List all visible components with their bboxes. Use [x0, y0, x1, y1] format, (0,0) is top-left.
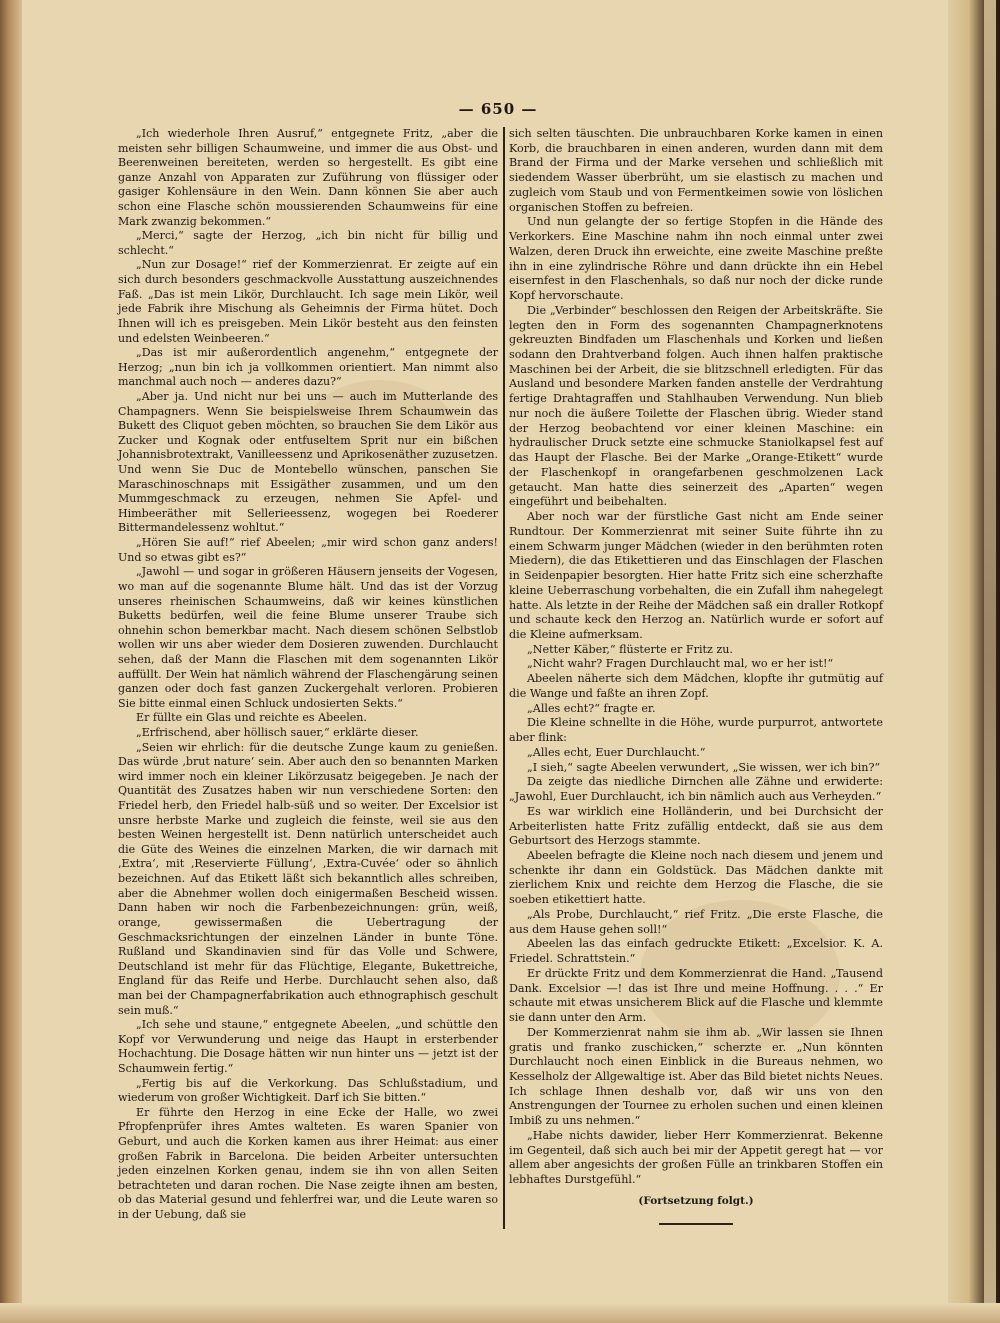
paragraph: „Erfrischend, aber höllisch sauer,“ erklärte dieser.: [136, 725, 419, 739]
page-bottom-edge: [0, 1303, 1000, 1323]
paragraph: Und nun gelangte der so fertige Stopfen in die Hände des Verkorkers. Eine Maschine nahm ihn noch einmal unter zwei Walzen, deren Druck ihn erweichte, eine zweite Maschine preßte ihn in eine zylindrische Röhre und dann drückte ihn ein Hebel eisernfest in den Flaschenhals, so daß nur noch der dicke runde Kopf hervorschaute.: [509, 215, 883, 303]
right-text-column: [509, 127, 883, 1225]
paragraph: Er drückte Fritz und dem Kommerzienrat die Hand. „Tausend Dank. Excelsior —! das ist Ihre und meine Hoffnung. . . .“ Er schaute mit etwas unsicherem Blick auf die Flasche und klemmte sie dann unter den Arm.: [509, 966, 883, 1025]
paragraph: „Nun zur Dosage!“ rief der Kommerzienrat. Er zeigte auf ein sich durch besonders geschmackvolle Ausstattung auszeichnendes Faß. „Das ist mein Likör, Durchlaucht. Ich sage mein Likör, weil jede Fabrik ihre Mischung als Geheimnis der Firma hütet. Doch Ihnen will ich es preisgeben. Mein Likör besteht aus den feinsten und edelsten Weinbeeren.“: [118, 258, 498, 345]
paragraph: „Hören Sie auf!“ rief Abeelen; „mir wird schon ganz anders! Und so etwas gibt es?“: [118, 536, 498, 564]
paragraph: „Nicht wahr? Fragen Durchlaucht mal, wo er her ist!“: [527, 657, 834, 671]
paragraph: Aber noch war der fürstliche Gast nicht am Ende seiner Rundtour. Der Kommerzienrat mit seiner Suite führte ihn zu einem Schwarm junger Mädchen (wieder in den berühmten roten Miedern), die das Etikettieren und das Einschlagen der Flaschen in Seidenpapier besorgten. Hier hatte Fritz sich eine scherzhafte kleine Ueberraschung vorbehalten, die ein Zufall ihm nahegelegt hatte. Als letzte in der Reihe der Mädchen saß ein draller Rotkopf und schaute keck den Herzog an. Natürlich wurde er sofort auf die Kleine aufmerksam.: [509, 510, 883, 641]
paragraph: „Netter Käber,“ flüsterte er Fritz zu.: [527, 642, 733, 656]
paragraph: „Aber ja. Und nicht nur bei uns — auch im Mutterlande des Champagners. Wenn Sie beispielsweise Ihrem Schaumwein das Bukett des Cliquot geben möchten, so brauchen Sie dem Likör aus Zucker und Kognak oder entfuseltem Sprit nur ein bißchen Johannisbrotextrakt, Vanilleessenz und Aprikosenäther zuzusetzen. Und wenn Sie Duc de Montebello wünschen, panschen Sie Maraschinoschnaps mit Essigäther zusammen, und um den Mummgeschmack zu erzeugen, nehmen Sie Apfel- und Himbeeräther mit Sellerieessenz, wogegen bei Roederer Bittermandelessenz wohltut.“: [118, 389, 498, 535]
paragraph: Abeelen befragte die Kleine noch nach diesem und jenem und schenkte ihr dann ein Goldstück. Das Mädchen dankte mit zierlichem Knix und reichte dem Herzog die Flasche, die sie soeben etikettiert hatte.: [509, 848, 883, 907]
paragraph: Der Kommerzienrat nahm sie ihm ab. „Wir lassen sie Ihnen gratis und franko zuschicken,“ scherzte er. „Nun könnten Durchlaucht noch einen Einblick in die Bureaus nehmen, wo Kesselholz der Allgewaltige ist. Aber das Bild bietet nichts Neues. Ich schlage Ihnen deshalb vor, daß wir uns von den Anstrengungen der Tournee zu erholen suchen und einen kleinen Imbiß zu uns nehmen.“: [509, 1025, 883, 1128]
paragraph: „Alles echt, Euer Durchlaucht.“: [527, 745, 706, 759]
paragraph: Er füllte ein Glas und reichte es Abeelen.: [136, 711, 367, 725]
paragraph: Er führte den Herzog in eine Ecke der Halle, wo zwei Pfropfenprüfer ihres Amtes walteten. Es waren Spanier von Geburt, und auch die Korken kamen aus ihrer Heimat: aus einer großen Fabrik in Barcelona. Die beiden Arbeiter untersuchten jeden einzelnen Korken genau, indem sie ihn von allen Seiten betrachteten und daran rochen. Die Nase zeigte ihnen am besten, ob das Material gesund und fehlerfrei war, und die Leute waren so in der Uebung, daß sie: [118, 1105, 498, 1222]
paragraph: Die Kleine schnellte in die Höhe, wurde purpurrot, antwortete aber flink:: [509, 716, 883, 745]
paragraph: „Alles echt?“ fragte er.: [527, 701, 656, 715]
paragraph: „Fertig bis auf die Verkorkung. Das Schlußstadium, und wiederum von großer Wichtigkeit. Darf ich Sie bitten.“: [118, 1076, 498, 1105]
paragraph: „Ich sehe und staune,“ entgegnete Abeelen, „und schüttle den Kopf vor Verwunderung und neige das Haupt in ersterbender Hochachtung. Die Dosage hätten wir nun hinter uns — jetzt ist der Schaumwein fertig.“: [118, 1018, 498, 1075]
paragraph: sich selten täuschten. Die unbrauchbaren Korke kamen in einen Korb, die brauchbaren in einen anderen, wurden dann mit dem Brand der Firma und der Marke versehen und schließlich mit siedendem Wasser überbrüht, um sie elastisch zu machen und zugleich vom Staub und von Fermentkeimen sowie von löslichen organischen Stoffen zu befreien.: [509, 127, 883, 214]
paragraph: Es war wirklich eine Holländerin, und bei Durchsicht der Arbeiterlisten hatte Fritz zufällig entdeckt, daß sie aus dem Geburtsort des Herzogs stammte.: [509, 804, 883, 848]
paragraph: Abeelen las das einfach gedruckte Etikett: „Excelsior. K. A. Friedel. Schrattstein.“: [509, 937, 883, 966]
paragraph: „Als Probe, Durchlaucht,“ rief Fritz. „Die erste Flasche, die aus dem Hause gehen soll!“: [509, 907, 883, 936]
paragraph: Die „Verbinder“ beschlossen den Reigen der Arbeitskräfte. Sie legten den in Form des sogenannten Champagnerknotens gekreuzten Bindfaden um Flaschenhals und Korken und ließen sodann den Drahtverband folgen. Auch ihnen halfen praktische Maschinen bei der Arbeit, die sie blitzschnell erledigten. Für das Ausland und besondere Marken fanden anstelle der Verdrahtung fertige Drahtagraffen und Stahlhauben Verwendung. Nun blieb nur noch die äußere Toilette der Flaschen übrig. Wieder stand der Herzog beobachtend vor einer kleinen Maschine: ein hydraulischer Druck setzte eine schmucke Staniolkapsel fest auf das Haupt der Flasche. Bei der Marke „Orange-Etikett“ wurde der Flaschenkopf in orangefarbenen geschmolzenen Lack getaucht. Man hatte dies seinerzeit des „Aparten“ wegen eingeführt und beibehalten.: [509, 303, 883, 509]
continuation-note: (Fortsetzung folgt.): [638, 1194, 754, 1207]
paragraph: Da zeigte das niedliche Dirnchen alle Zähne und erwiderte: „Jawohl, Euer Durchlaucht, ich bin nämlich auch aus Verheyden.“: [509, 775, 883, 804]
paragraph: Abeelen näherte sich dem Mädchen, klopfte ihr gutmütig auf die Wange und faßte an ihren Zopf.: [509, 672, 883, 700]
column-divider: [503, 127, 505, 1229]
left-text-column: [118, 127, 498, 1223]
paragraph: „I sieh,“ sagte Abeelen verwundert, „Sie wissen, wer ich bin?“: [527, 760, 881, 774]
page-binding-edge: [0, 0, 22, 1323]
next-page-edge: [984, 0, 996, 1323]
page-number: — 650 —: [458, 100, 538, 118]
end-rule: [659, 1223, 733, 1225]
paragraph: „Jawohl — und sogar in größeren Häusern jenseits der Vogesen, wo man auf die sogenannte Blume hält. Und das ist der Vorzug unseres rheinischen Schaumweins, daß wir keines künstlichen Buketts bedürfen, weil die feine Blume unserer Traube sich ohnehin schon bemerkbar macht. Nach diesem schönen Selbstlob wollen wir uns aber wieder dem Dosieren zuwenden. Durchlaucht sehen, daß der Mann die Flaschen mit dem sogenannten Likör auffüllt. Der Wein hat nämlich während der Flaschengärung seinen ganzen oder doch fast ganzen Zuckergehalt verloren. Probieren Sie bitte einmal einen Schluck undosierten Sekts.“: [118, 565, 498, 710]
paragraph: „Habe nichts dawider, lieber Herr Kommerzienrat. Bekenne im Gegenteil, daß sich auch bei mir der Appetit geregt hat — vor allem aber angesichts der großen Fülle an trinkbaren Stoffen ein lebhaftes Durstgefühl.“: [509, 1128, 883, 1187]
paragraph: „Seien wir ehrlich: für die deutsche Zunge kaum zu genießen. Das würde ‚brut nature‘ sein. Aber auch den so benannten Marken wird immer noch ein kleiner Likörzusatz beigegeben. Je nach der Quantität des Zusatzes haben wir nun verschiedene Sorten: den Friedel herb, den Friedel halb-süß und so weiter. Der Excelsior ist unsre herbste Marke und zugleich die feinste, weil sie aus den besten Weinen hergestellt ist. Denn natürlich unterscheidet auch die Güte des Weines die einzelnen Marken, die wir darnach mit ‚Extra‘, mit ‚Reservierte Füllung‘, ‚Extra-Cuvée‘ oder so ähnlich bezeichnen. Auf das Etikett läßt sich bekanntlich alles schreiben, aber die Abnehmer wollen doch einigermaßen Bescheid wissen. Dann haben wir noch die Farbenbezeichnungen: grün, weiß, orange, gewissermaßen die Uebertragung der Geschmacksrichtungen der einzelnen Länder in bunte Töne. Rußland und Skandinavien sind für das Volle und Schwere, Deutschland ist mehr für das Flüchtige, Elegante, Bukettreiche, England für das Reife und Herbe. Durchlaucht sehen also, daß man bei der Champagnerfabrikation auch ethnographisch geschult sein muß.“: [118, 740, 498, 1017]
paragraph: „Merci,“ sagte der Herzog, „ich bin nicht für billig und schlecht.“: [118, 229, 498, 257]
paragraph: „Das ist mir außerordentlich angenehm,“ entgegnete der Herzog; „nun bin ich ja vollkommen orientiert. Man nimmt also manchmal auch noch — anderes dazu?“: [118, 346, 498, 389]
paragraph: „Ich wiederhole Ihren Ausruf,“ entgegnete Fritz, „aber die meisten sehr billigen Schaumweine, und immer die aus Obst- und Beerenweinen bereiteten, werden so hergestellt. Es gibt eine ganze Anzahl von Apparaten zur Zuführung von flüssiger oder gasiger Kohlensäure in den Wein. Dann können Sie aber auch schon eine Flasche schön moussierenden Schaumweins für eine Mark zwanzig bekommen.“: [118, 127, 498, 228]
